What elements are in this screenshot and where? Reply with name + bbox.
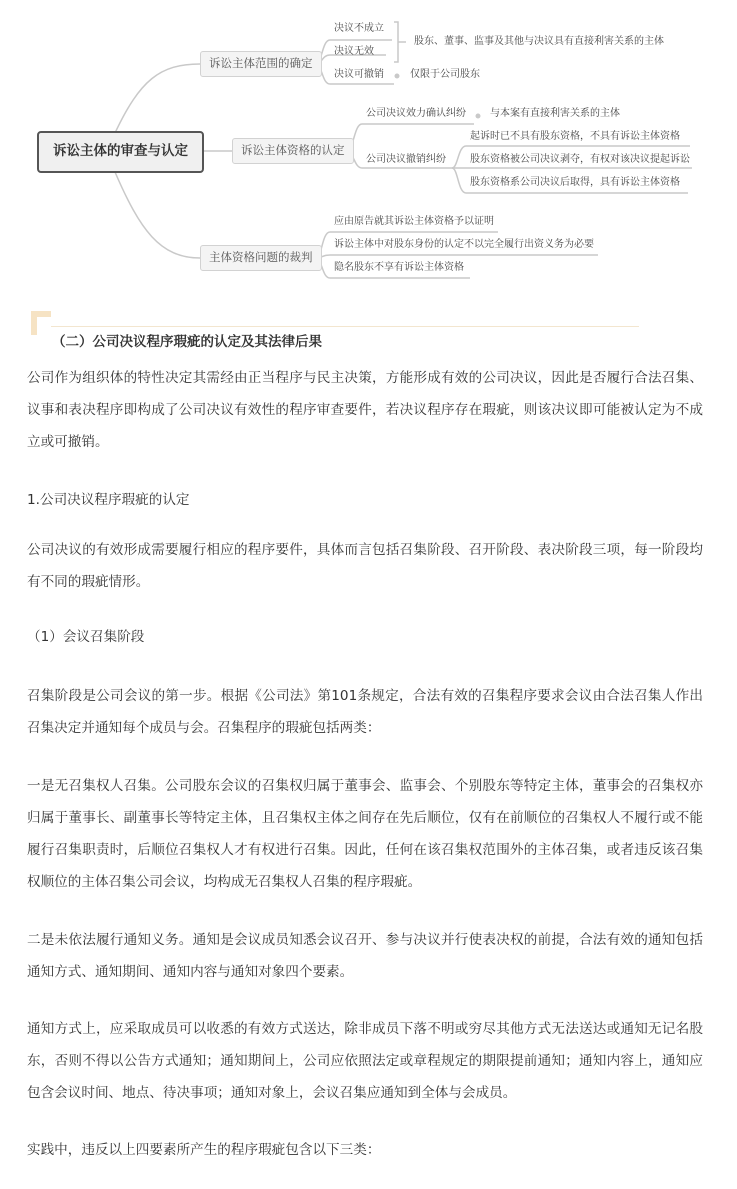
leaf-not-established: 决议不成立 — [334, 23, 384, 34]
heading-convening-stage: （1）会议召集阶段 — [27, 629, 145, 645]
branch-adjudication: 主体资格问题的裁判 — [200, 245, 322, 271]
note-no-standing: 起诉时已不具有股东资格，不具有诉讼主体资格 — [470, 131, 680, 142]
paragraph-intro: 公司作为组织体的特性决定其需经由正当程序与民主决策，方能形成有效的公司决议，因此是否履行合法召集、议事和表决程序即构成了公司决议有效性的程序审查要件，若决议程序存在瑕疵，则该决议即可能被认定为不成立或可撤销。 — [27, 370, 703, 450]
paragraph-three-types: 实践中，违反以上四要素所产生的程序瑕疵包含以下三类： — [27, 1142, 381, 1158]
paragraph-notice-duty: 二是未依法履行通知义务。通知是会议成员知悉会议召开、参与决议并行使表决权的前提，合法有效的通知包括通知方式、通知期间、通知内容与通知对象四个要素。 — [27, 932, 703, 980]
mindmap-root: 诉讼主体的审查与认定 — [37, 131, 204, 173]
section-divider — [51, 326, 639, 327]
leaf-invalid: 决议无效 — [334, 46, 374, 57]
paragraph-procedure-stages: 公司决议的有效形成需要履行相应的程序要件，具体而言包括召集阶段、召开阶段、表决阶段三项，每一阶段均有不同的瑕疵情形。 — [27, 542, 703, 590]
branch-qualification: 诉讼主体资格的认定 — [232, 138, 354, 164]
paragraph-no-convening-right: 一是无召集权人召集。公司股东会议的召集权归属于董事会、监事会、个别股东等特定主体，董事会的召集权亦归属于董事长、副董事长等特定主体，且召集权主体之间存在先后顺位，仅有在前顺位的召集权人不履行或不能履行召集职责时，后顺位召集权人才有权进行召集。因此，任何在该召集权范围外的主体召集，或者违反该召集权顺位的主体召集公司会议，均构成无召集权人召集的程序瑕疵。 — [27, 778, 703, 890]
paragraph-convening: 召集阶段是公司会议的第一步。根据《公司法》第101条规定，合法有效的召集程序要求会议由合法召集人作出召集决定并通知每个成员与会。召集程序的瑕疵包括两类： — [27, 688, 703, 736]
section-title: （二）公司决议程序瑕疵的认定及其法律后果 — [52, 334, 322, 350]
note-acquired-after: 股东资格系公司决议后取得，具有诉讼主体资格 — [470, 177, 680, 188]
note-interested-parties: 股东、董事、监事及其他与决议具有直接利害关系的主体 — [414, 36, 664, 47]
note-direct-interest: 与本案有直接利害关系的主体 — [490, 108, 620, 119]
section-decoration — [31, 311, 51, 335]
leaf-capital-contribution: 诉讼主体中对股东身份的认定不以完全履行出资义务为必要 — [334, 239, 594, 250]
leaf-revocable: 决议可撤销 — [334, 69, 384, 80]
leaf-revocation-dispute: 公司决议撤销纠纷 — [366, 154, 446, 165]
leaf-burden-of-proof: 应由原告就其诉讼主体资格予以证明 — [334, 216, 494, 227]
note-shareholders-only: 仅限于公司股东 — [410, 69, 480, 80]
mind-map — [0, 0, 737, 290]
heading-defect-identification: 1.公司决议程序瑕疵的认定 — [27, 492, 190, 508]
branch-scope: 诉讼主体范围的确定 — [200, 51, 322, 77]
leaf-nominee-shareholder: 隐名股东不享有诉讼主体资格 — [334, 262, 464, 273]
paragraph-notice-elements: 通知方式上，应采取成员可以收悉的有效方式送达，除非成员下落不明或穷尽其他方式无法送达或通知无记名股东，否则不得以公告方式通知；通知期间上，公司应依照法定或章程规定的期限提前通知；通知内容上，通知应包含会议时间、地点、待决事项；通知对象上，会议召集应通知到全体与会成员。 — [27, 1021, 703, 1101]
leaf-validity-dispute: 公司决议效力确认纠纷 — [366, 108, 466, 119]
note-deprived-status: 股东资格被公司决议剥夺，有权对该决议提起诉讼 — [470, 154, 690, 165]
